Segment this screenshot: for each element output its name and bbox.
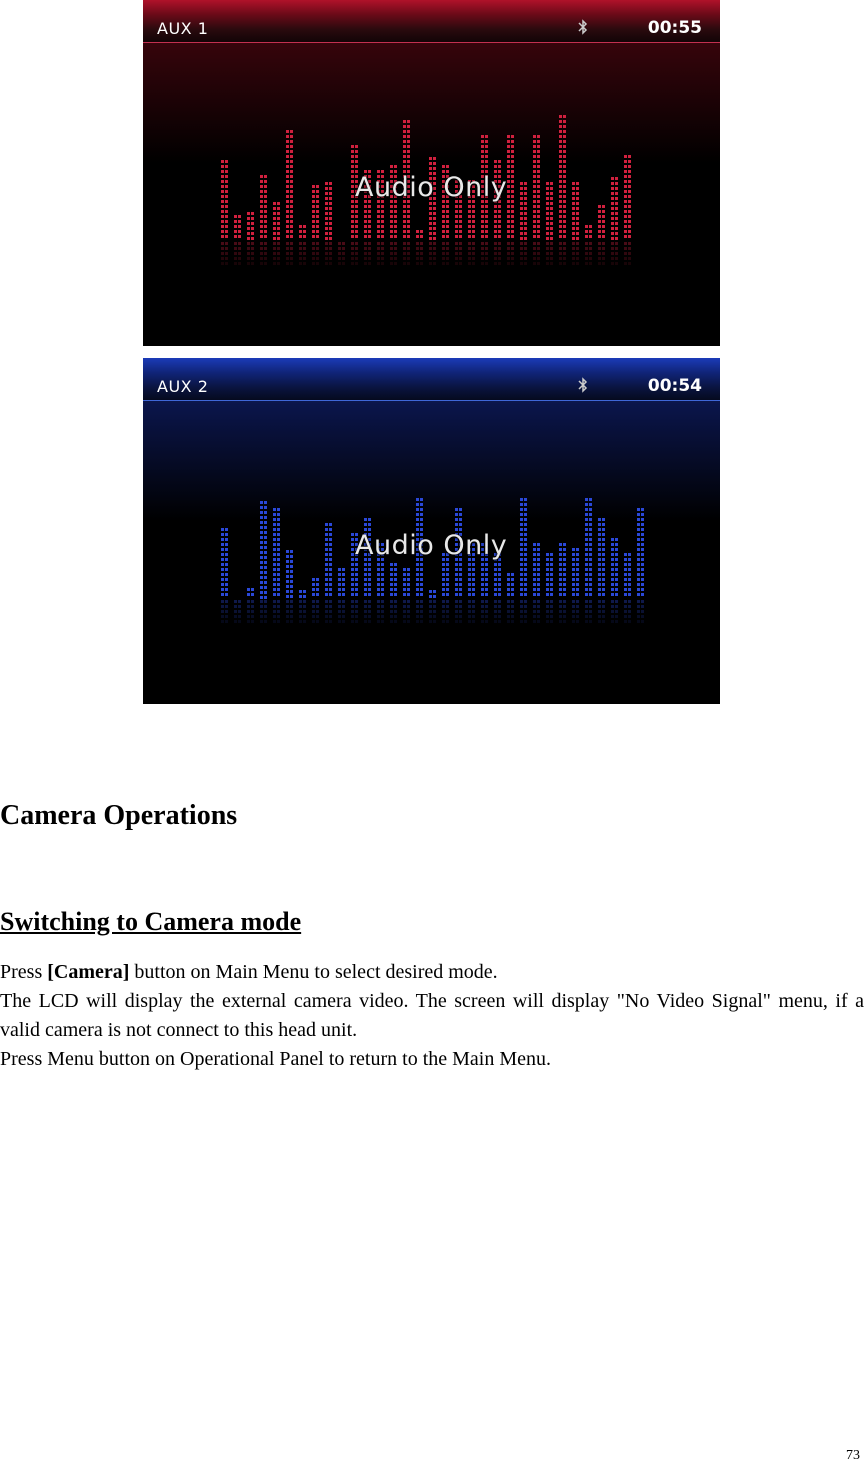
eq-bar — [546, 553, 553, 623]
eq-bar — [572, 182, 579, 265]
eq-bar — [325, 523, 332, 623]
eq-bar — [273, 508, 280, 623]
eq-bar — [247, 588, 254, 623]
eq-bar — [572, 548, 579, 623]
eq-bar — [338, 242, 345, 265]
bluetooth-icon — [576, 18, 590, 36]
paragraph-camera-select — [0, 958, 864, 987]
aux2-screen — [143, 358, 720, 704]
eq-bar — [312, 578, 319, 623]
p1-prefix: Press — [0, 961, 48, 983]
eq-bar — [286, 130, 293, 265]
eq-bar — [611, 538, 618, 623]
eq-bar — [416, 230, 423, 265]
page-number: 73 — [846, 1448, 860, 1463]
eq-bar — [260, 175, 267, 265]
source-label: AUX 2 — [157, 377, 209, 396]
audio-only-label: Audio Only — [355, 530, 508, 561]
eq-bar — [598, 205, 605, 265]
eq-bar — [351, 145, 358, 265]
eq-bar — [585, 498, 592, 623]
eq-bar — [299, 590, 306, 623]
eq-bar — [520, 182, 527, 265]
paragraph-lcd-display: The LCD will display the external camera video. The screen will display "No Video Signal" menu, if a valid camera is not connect to this head unit. — [0, 990, 864, 1041]
eq-bar — [286, 550, 293, 623]
eq-bar — [312, 185, 319, 265]
eq-bar — [624, 553, 631, 623]
eq-bar — [624, 155, 631, 265]
eq-bar — [585, 225, 592, 265]
eq-bar — [533, 543, 540, 623]
eq-bar — [598, 518, 605, 623]
eq-bar — [299, 225, 306, 265]
section-title: Camera Operations — [0, 800, 238, 831]
eq-bar — [403, 568, 410, 623]
clock-time: 00:54 — [647, 376, 702, 396]
eq-bar — [234, 215, 241, 265]
eq-bar — [390, 563, 397, 623]
eq-bar — [429, 590, 436, 623]
eq-bar — [442, 553, 449, 623]
eq-bar — [559, 543, 566, 623]
eq-bar — [546, 182, 553, 265]
eq-bar — [247, 212, 254, 265]
eq-bar — [637, 508, 644, 623]
clock-time: 00:55 — [647, 18, 702, 38]
subsection-title: Switching to Camera mode — [0, 907, 302, 936]
eq-bar — [338, 568, 345, 623]
eq-bar — [325, 182, 332, 265]
eq-bar — [494, 553, 501, 623]
eq-bar — [520, 498, 527, 623]
eq-bar — [221, 160, 228, 265]
eq-bar — [234, 600, 241, 623]
aux1-screen — [143, 0, 720, 346]
eq-bar — [611, 177, 618, 265]
bluetooth-icon — [576, 376, 590, 394]
eq-bar — [455, 508, 462, 623]
audio-only-label: Audio Only — [355, 172, 508, 203]
eq-bar — [533, 135, 540, 265]
eq-bar — [507, 573, 514, 623]
eq-bar — [559, 115, 566, 265]
eq-bar — [221, 528, 228, 623]
eq-bar — [260, 501, 267, 623]
eq-bar — [273, 202, 280, 265]
paragraph-return-menu: Press Menu button on Operational Panel to return to the Main Menu. — [0, 1048, 552, 1070]
camera-button-ref: [Camera] — [47, 961, 130, 983]
eq-bar — [507, 135, 514, 265]
p1-suffix: button on Main Menu to select desired mode. — [129, 961, 498, 983]
source-label: AUX 1 — [157, 19, 209, 38]
